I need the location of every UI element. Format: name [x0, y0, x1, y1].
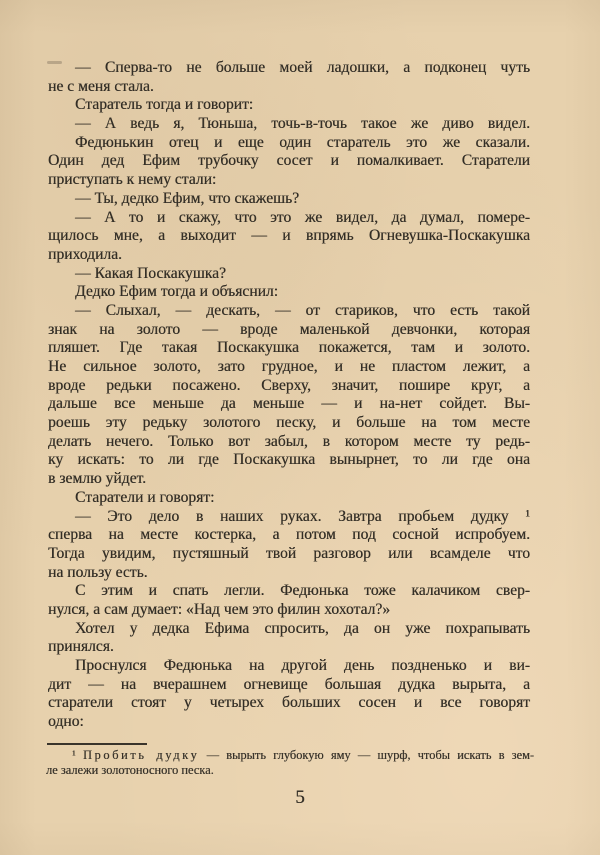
text-line: на пользу есть.: [48, 563, 148, 581]
text-line: приходила.: [48, 245, 122, 263]
text-line: — А то и скажу, что это же видел, да думал, помере-: [75, 208, 530, 226]
text-line: пляшет. Где такая Поскакушка покажется, там и золото.: [48, 339, 530, 357]
text-line: дит — на вчерашнем огневище большая дудка вырыта, а: [48, 675, 530, 693]
text-line: Тогда увидим, пустяшный твой разговор или всамделе что: [48, 544, 530, 562]
text-line: делать нечего. Только вот забыл, в котором месте ту редь-: [48, 432, 530, 450]
text-line: Старатель тогда и говорит:: [75, 96, 254, 114]
text-line: Не сильное золото, зато грудное, и не пластом лежит, а: [48, 358, 530, 375]
footnote: [46, 748, 534, 779]
text-line: Дедко Ефим тогда и объяснил:: [75, 283, 279, 301]
text-line: — Какая Поскакушка?: [75, 264, 226, 282]
footnote-line: [46, 763, 534, 778]
text-line: дальше все меньше да меньше — и на-нет сойдет. Вы-: [48, 395, 530, 413]
text-line: принялся.: [48, 638, 114, 656]
text-line: в землю уйдет.: [48, 470, 147, 488]
text-line: Старатели и говорят:: [75, 488, 215, 506]
text-line: Проснулся Федюнька на другой день поздненько и ви-: [75, 657, 530, 674]
text-line: не с меня стала.: [48, 77, 154, 95]
text-line: Хотел у дедка Ефима спросить, да он уже похрапывать: [75, 619, 530, 637]
text-line: сперва на месте костерка, а потом под сосной испробуем.: [48, 526, 530, 544]
footnote-text: ле залежи золотоносного песка.: [46, 763, 214, 778]
footnote-text: — вырыть глубокую яму — шурф, чтобы искать в зем-: [199, 748, 534, 762]
footnote-term: Пробить дудку: [82, 748, 200, 762]
text-line: — Сперва-то не больше моей ладошки, а подконец чуть: [75, 59, 530, 76]
text-line: одно:: [48, 713, 84, 731]
footnote-text: ¹: [72, 748, 83, 762]
footnote-line: [46, 748, 534, 763]
text-line: старатели стоят у четырех больших сосен и все говорят: [48, 694, 530, 712]
footnote-separator: [47, 743, 147, 745]
text-line: Один дед Ефим трубочку сосет и помалкивает. Старатели: [48, 152, 530, 170]
text-line: нулся, а сам думает: «Над чем это филин хохотал?»: [48, 600, 391, 618]
text-line: ку искать: то ли где Поскакушка вынырнет, то ли где она: [48, 451, 530, 469]
text-line: — Ты, дедко Ефим, что скажешь?: [75, 189, 300, 207]
text-line: — А ведь я, Тюньша, точь-в-точь такое же диво видел.: [75, 115, 530, 133]
body-text: [48, 59, 530, 732]
text-line: роешь эту редьку золотого песку, и больше на том месте: [48, 414, 530, 432]
text-line: — Слыхал, — дескать, — от стариков, что есть такой: [75, 301, 530, 319]
text-line: приступать к нему стали:: [48, 171, 217, 189]
text-line: щилось мне, а выходит — и впрямь Огневушка-Поскакушка: [48, 227, 530, 245]
text-line: вроде редьки посажено. Сверху, значит, пошире круг, а: [48, 376, 530, 394]
page-number: 5: [295, 787, 305, 808]
text-line: Федюнькин отец и еще один старатель это же сказали.: [75, 133, 530, 151]
text-line: — Это дело в наших руках. Завтра пробьем дудку ¹: [75, 507, 530, 525]
text-line: С этим и спать легли. Федюнька тоже калачиком свер-: [75, 582, 530, 600]
text-line: знак на золото — вроде маленькой девчонки, которая: [48, 320, 530, 338]
